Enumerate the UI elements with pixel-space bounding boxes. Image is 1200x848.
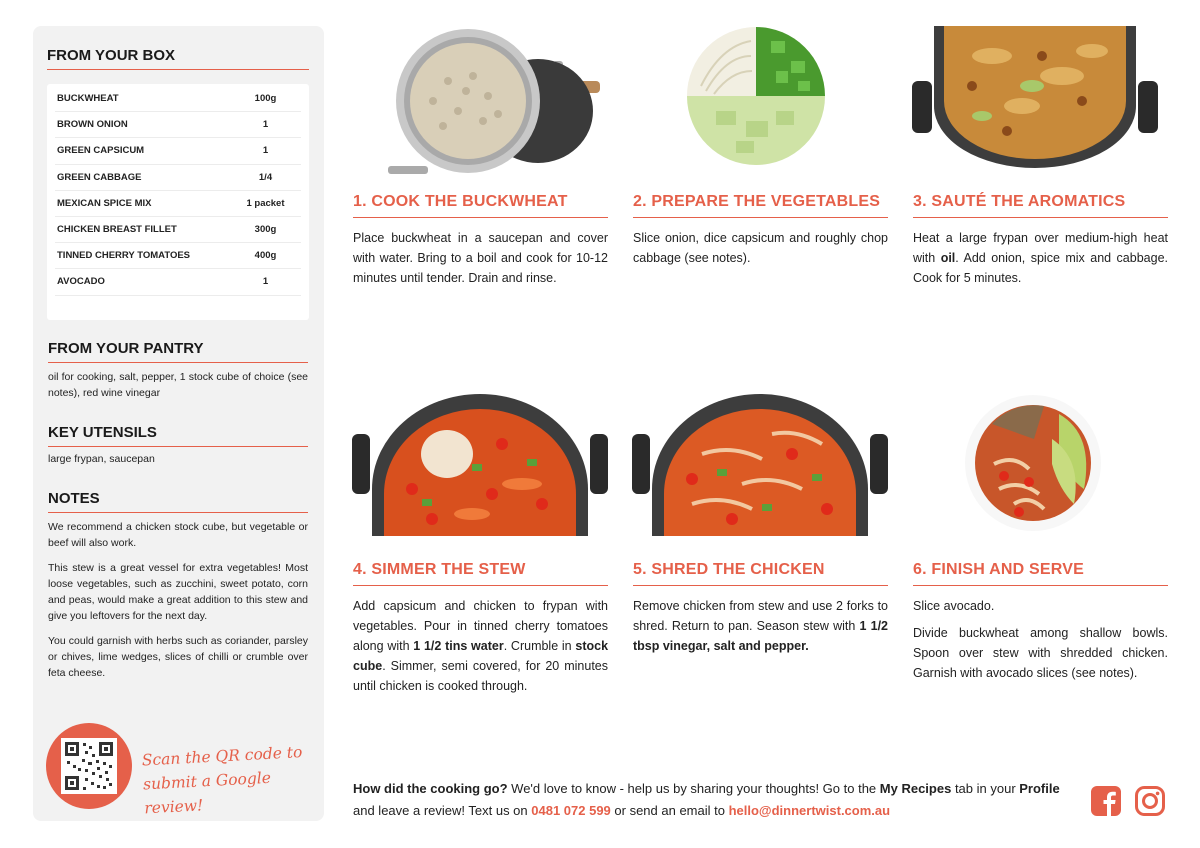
ingredient-row bbox=[55, 217, 301, 243]
text-bold: 1 1/2 tins water bbox=[413, 639, 504, 653]
footer-review-prompt bbox=[353, 778, 1073, 821]
text-bold: stock cube bbox=[353, 639, 609, 673]
ingredient-qty: 100g bbox=[254, 93, 277, 105]
pantry-text: oil for cooking, salt, pepper, 1 stock cube of choice (see notes), red wine vinegar bbox=[48, 371, 308, 399]
text-paragraph: Divide buckwheat among shallow bowls. Spoon over stew with shredded chicken. Garnish with avocado slices (see notes). bbox=[913, 626, 1168, 680]
ingredient-name: GREEN CABBAGE bbox=[57, 171, 142, 183]
ingredient-row bbox=[55, 86, 301, 112]
ingredient-qty: 1/4 bbox=[258, 171, 273, 183]
note-paragraph: This stew is a great vessel for extra vegetables! Most loose vegetables, such as zucchini, sweet potato, corn and peas, would make a great addition to this stew and give you leftovers for the next day. bbox=[48, 562, 308, 622]
step-4-title: 4. SIMMER THE STEW bbox=[353, 561, 608, 586]
ingredient-row bbox=[55, 138, 301, 164]
text-run: . Crumble in bbox=[503, 639, 576, 653]
notes-title: NOTES bbox=[48, 490, 308, 513]
step-3-title: 3. SAUTÉ THE AROMATICS bbox=[913, 193, 1168, 218]
ingredient-name: BUCKWHEAT bbox=[57, 93, 119, 105]
note-paragraph: You could garnish with herbs such as coriander, parsley or chives, lime wedges, slices of chilli or crumble over feta cheese. bbox=[48, 635, 308, 679]
ingredient-row bbox=[55, 112, 301, 138]
from-your-box-title: FROM YOUR BOX bbox=[47, 47, 309, 70]
profile-link[interactable]: Profile bbox=[1019, 781, 1060, 796]
ingredient-name: TINNED CHERRY TOMATOES bbox=[57, 250, 191, 262]
ingredient-name: CHICKEN BREAST FILLET bbox=[57, 224, 177, 236]
my-recipes-link[interactable]: My Recipes bbox=[879, 781, 952, 796]
ingredient-qty: 400g bbox=[254, 250, 277, 262]
ingredient-row bbox=[55, 243, 301, 269]
facebook-icon[interactable] bbox=[1090, 785, 1122, 817]
text-run: Heat a large frypan over medium-high heat with bbox=[913, 231, 1168, 265]
qr-code-icon bbox=[61, 738, 117, 794]
ingredient-qty: 300g bbox=[254, 224, 277, 236]
step-2-image bbox=[686, 26, 826, 166]
text-run: and leave a review! Text us on bbox=[353, 802, 532, 818]
email-link[interactable]: hello@dinnertwist.com.au bbox=[728, 802, 891, 818]
step-1-title: 1. COOK THE BUCKWHEAT bbox=[353, 193, 608, 218]
step-3-image bbox=[912, 26, 1158, 168]
utensils-title: KEY UTENSILS bbox=[48, 424, 308, 447]
step-1-text: Place buckwheat in a saucepan and cover with water. Bring to a boil and cook for 10-12 minutes until tender. Drain and rinse. bbox=[353, 231, 608, 285]
step-2-title: 2. PREPARE THE VEGETABLES bbox=[633, 193, 888, 218]
ingredient-name: GREEN CAPSICUM bbox=[57, 145, 145, 157]
step-5-image bbox=[632, 394, 888, 536]
text-paragraph: Slice avocado. bbox=[913, 599, 995, 613]
ingredient-qty: 1 bbox=[262, 145, 269, 157]
phone-link[interactable]: 0481 072 599 bbox=[531, 802, 611, 818]
qr-caption bbox=[141, 740, 315, 821]
instagram-icon[interactable] bbox=[1134, 785, 1166, 817]
ingredient-qty: 1 packet bbox=[246, 197, 285, 209]
ingredient-qty: 1 bbox=[262, 276, 269, 288]
footer-question: How did the cooking go? bbox=[353, 781, 508, 796]
step-5-text bbox=[633, 596, 888, 656]
step-1-image bbox=[388, 26, 600, 176]
ingredient-qty: 1 bbox=[262, 119, 269, 131]
text-run: Remove chicken from stew and use 2 forks to shred. Return to pan. Season stew with bbox=[633, 599, 888, 633]
utensils-text: large frypan, saucepan bbox=[48, 453, 155, 465]
pantry-title: FROM YOUR PANTRY bbox=[48, 340, 308, 363]
qr-code-badge[interactable] bbox=[46, 723, 132, 809]
step-5-title: 5. SHRED THE CHICKEN bbox=[633, 561, 888, 586]
notes-body bbox=[48, 519, 308, 690]
ingredient-row bbox=[55, 269, 301, 295]
text-run: Add capsicum and chicken to frypan with vegetables. Pour in tinned cherry tomatoes along with bbox=[353, 599, 608, 653]
step-4-image bbox=[352, 394, 608, 536]
ingredient-name: BROWN ONION bbox=[57, 119, 128, 131]
ingredient-row bbox=[55, 296, 301, 322]
ingredient-row bbox=[55, 165, 301, 191]
step-6-title: 6. FINISH AND SERVE bbox=[913, 561, 1168, 586]
sidebar bbox=[33, 26, 324, 821]
step-2-text: Slice onion, dice capsicum and roughly chop cabbage (see notes). bbox=[633, 231, 888, 265]
text-bold: oil bbox=[940, 251, 956, 265]
text-run: We'd love to know - help us by sharing your thoughts! Go to the bbox=[507, 781, 880, 796]
ingredients-table bbox=[47, 84, 309, 320]
text-run: . Simmer, semi covered, for 20 minutes until chicken is cooked through. bbox=[353, 659, 608, 693]
step-3-text bbox=[913, 228, 1168, 288]
text-run: . Add onion, spice mix and cabbage. Cook for 5 minutes. bbox=[913, 251, 1168, 285]
text-run: tab in your bbox=[951, 781, 1020, 796]
qr-caption-line: submit a Google review! bbox=[142, 768, 272, 818]
text-run: or send an email to bbox=[610, 802, 729, 818]
ingredient-row bbox=[55, 191, 301, 217]
step-4-text bbox=[353, 596, 608, 696]
text-bold: 1 1/2 tbsp vinegar, salt and pepper. bbox=[633, 619, 888, 653]
step-6-text bbox=[913, 596, 1168, 683]
ingredient-name: MEXICAN SPICE MIX bbox=[57, 197, 152, 209]
step-6-image bbox=[964, 394, 1102, 532]
qr-caption-line: Scan the QR code to bbox=[141, 743, 303, 770]
ingredient-name: AVOCADO bbox=[57, 276, 105, 288]
note-paragraph: We recommend a chicken stock cube, but vegetable or beef will also work. bbox=[48, 521, 308, 549]
